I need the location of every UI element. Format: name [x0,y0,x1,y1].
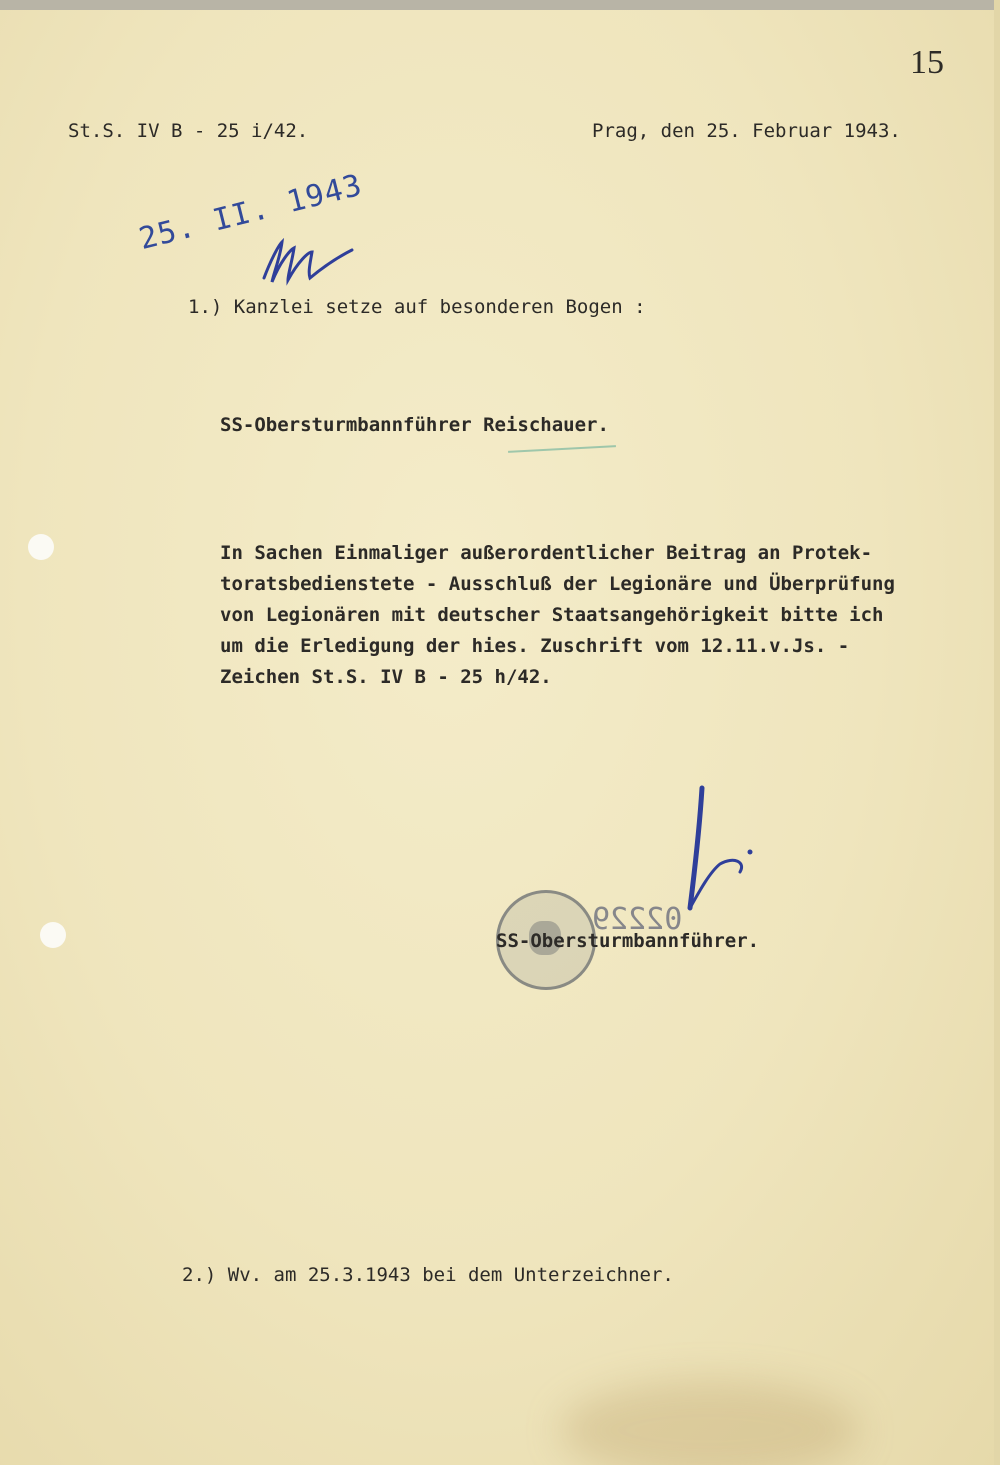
reference-number: St.S. IV B - 25 i/42. [68,120,309,142]
scan-right-edge [994,0,1000,1465]
addressee: SS-Obersturmbannführer Reischauer. [220,414,609,436]
body-line: toratsbedienstete - Ausschluß der Legionäre und Überprüfung [220,573,895,595]
punch-hole-bottom [40,922,66,948]
handwritten-initials-icon [258,232,358,292]
body-line: In Sachen Einmaliger außerordentlicher Beitrag an Protek- [220,542,873,564]
scan-top-edge [0,0,1000,10]
pencil-underline [508,445,616,453]
place-date: Prag, den 25. Februar 1943. [592,120,901,142]
body-line: von Legionären mit deutscher Staatsangehörigkeit bitte ich [220,604,884,626]
received-date-stamp: 25. II. 1943 [135,167,366,257]
letter-body [220,538,980,693]
body-line: Zeichen St.S. IV B - 25 h/42. [220,666,552,688]
punch-hole-top [28,534,54,560]
signature-title: SS-Obersturmbannführer. [496,930,760,952]
folio-number: 15 [910,44,944,81]
instruction-item-2: 2.) Wv. am 25.3.1943 bei dem Unterzeichner. [182,1264,674,1286]
body-line: um die Erledigung der hies. Zuschrift vom 12.11.v.Js. - [220,635,850,657]
offset-number-mirrored: 02229 [592,902,683,937]
instruction-item-1: 1.) Kanzlei setze auf besonderen Bogen : [188,296,646,318]
handwritten-mark-icon [676,780,766,930]
paper-stain [560,1380,860,1465]
